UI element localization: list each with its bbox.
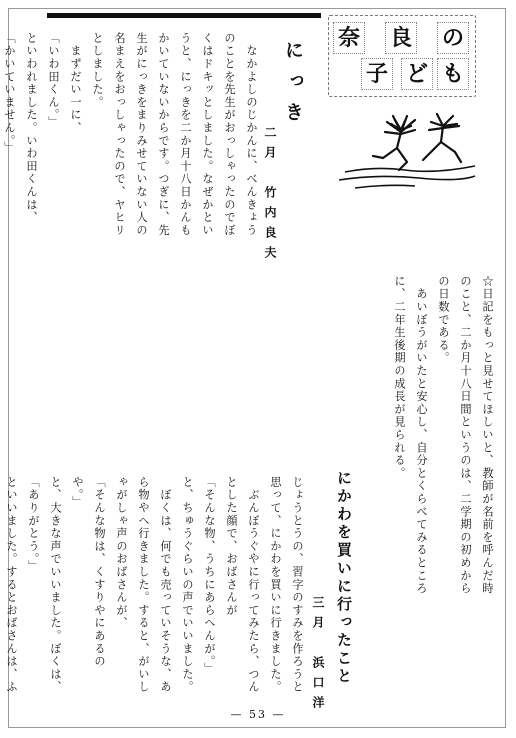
page-number: — 53 — <box>230 708 286 721</box>
running-children-illustration <box>335 112 475 192</box>
nikawa-body: じょうとうの、習字のすみを作ろうと思って、にかわを買いに行きました。 ぶんぼうぐやに行ってみたら、つんとした顔で、おばさんが 「そんな物、うちにあらへんが。」 と、ちゅうぐらいの声でいいました。 ぼくは、何でも売っていそうな、あら物やへ行きました。すると、がいしゃがしゃ声のおばさんが、 「そんな物は、くすりやにあるのや。」 と、大きな声でいいました。ぼくは、 「ありがとう。」 といいました。するとおばさんは、ふ <box>5 476 304 694</box>
diary-body: なかよしのじかんに、べんきょうのことを先生がおっしゃったのでぼくはドキッとしました。なぜかというと、にっきを二か月十八日かんもかいていないからです。つぎに、先生がにっきをまりみせていない人の名まえをおっしゃったので、ヤヒリとしました。 まずだい一に、 「いわ田くん。」 といわれました。いわ田くんは、 「かいていません。」 <box>3 32 258 237</box>
title-char: 子 <box>361 58 393 90</box>
header-rule <box>47 13 321 18</box>
nikawa-byline: 三月 浜口洋 <box>311 596 325 716</box>
diary-byline: 二月 竹内良夫 <box>263 126 277 266</box>
nikawa-intro: ☆日記をもっと見せてほしいと、教師が名前を呼んだ時のこと、二か月十八日間というのは、二学期の初めからの日数である。 あいぼうがいたと安心し、自分とくらべてみるところに、二年生後期の成長が見られる。 <box>393 275 494 595</box>
nikawa-title: にかわを買いに行ったこと <box>335 470 353 686</box>
title-char: ど <box>401 58 433 90</box>
diary-title: にっき <box>282 40 304 133</box>
title-char: の <box>437 22 469 54</box>
title-char: も <box>437 58 469 90</box>
title-char: 奈 <box>333 22 365 54</box>
magazine-title-box <box>328 15 476 97</box>
title-char: 良 <box>385 22 417 54</box>
